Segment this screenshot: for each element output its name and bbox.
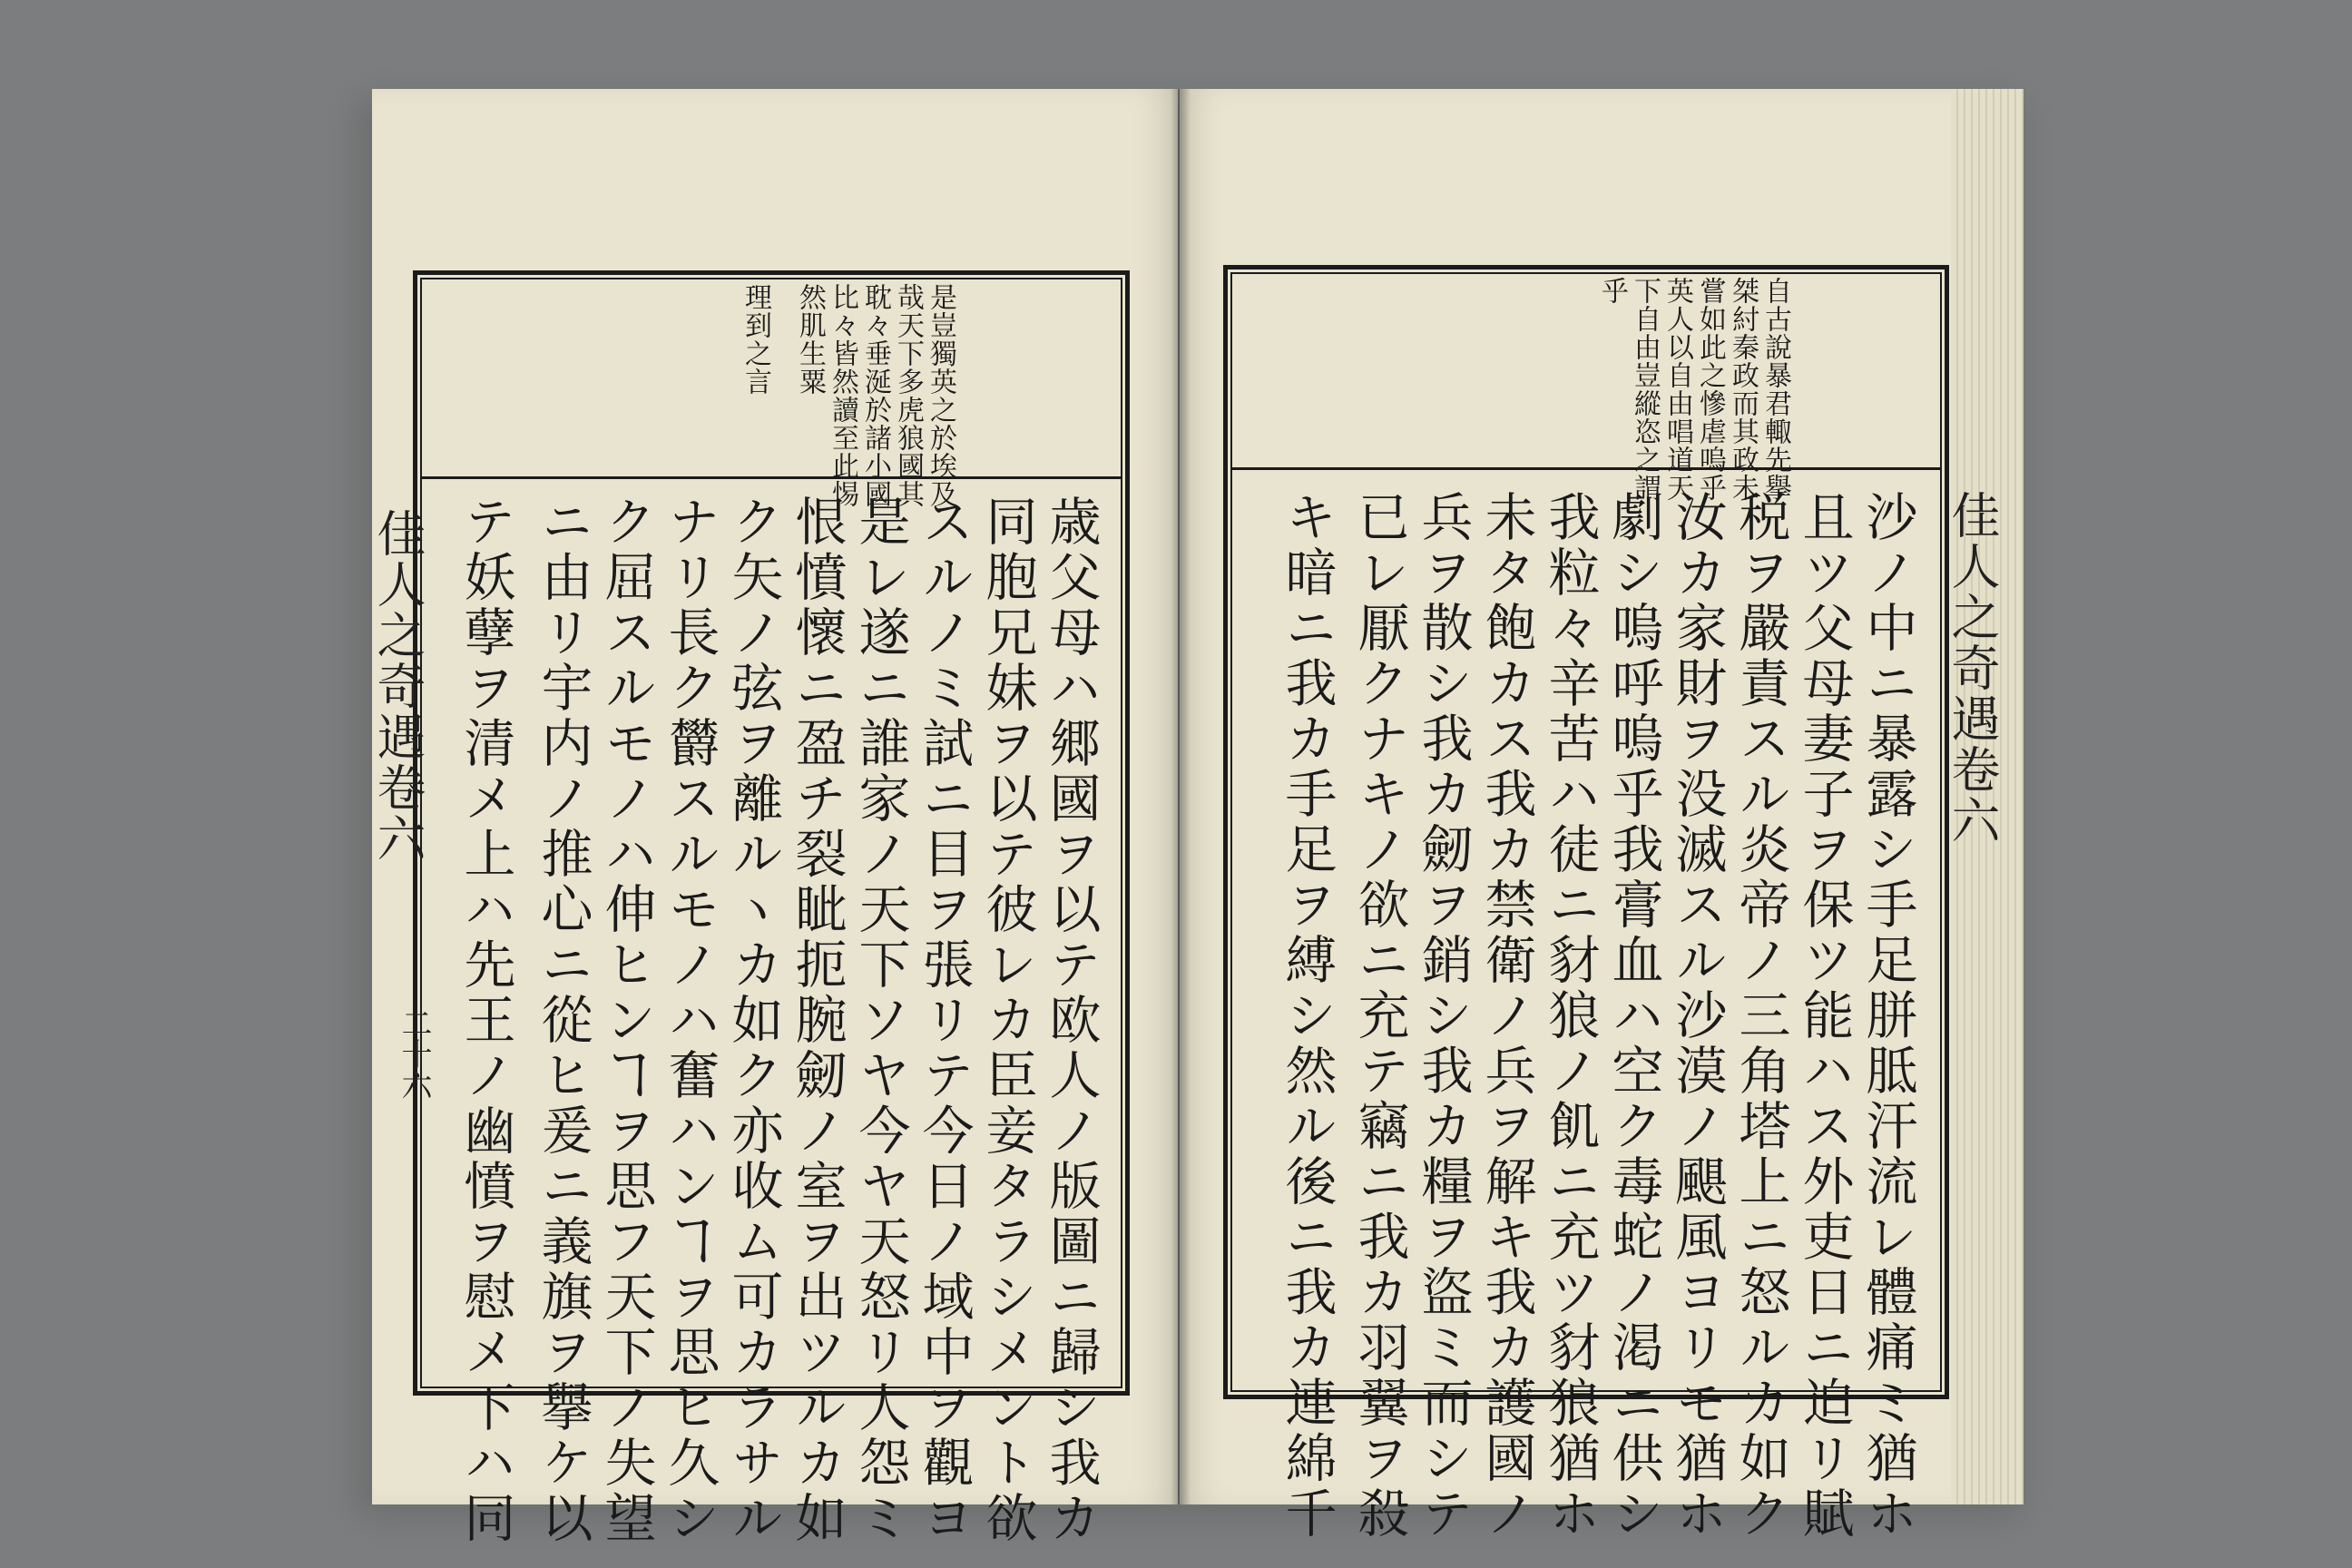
- left-note-col-3: 耽々垂涎於諸小國: [859, 283, 891, 508]
- left-text-col-8: ク屈スルモノハ伸ヒンヿヲ思フ天下ノ失望: [596, 495, 656, 1546]
- right-text-col-5: 劇シ嗚呼嗚乎我膏血ハ空ク毒蛇ノ渇ニ供シ: [1603, 490, 1663, 1542]
- left-text-col-6: ク矢ノ弦ヲ離ルヽカ如ク亦收ム可カラサル: [723, 495, 783, 1546]
- left-text-col-9: ニ由リ宇内ノ推心ニ從ヒ爰ニ義旗ヲ擧ケ以: [533, 495, 593, 1546]
- left-running-title: 佳人之奇遇卷六: [369, 508, 426, 864]
- left-text-col-3: スルノミ試ニ目ヲ張リテ今日ノ域中ヲ觀ヨ: [914, 495, 974, 1546]
- left-text-col-7: ナリ長ク欝スルモノハ奮ハンヿヲ思ヒ久シ: [660, 495, 720, 1546]
- left-note-col-6: 理到之言: [740, 283, 771, 396]
- right-note-col-6: 乎: [1596, 277, 1628, 305]
- left-note-col-5: 然肌生粟: [794, 283, 826, 396]
- left-text-col-2: 同胞兄妹ヲ以テ彼レカ臣妾タラシメント欲: [977, 495, 1037, 1546]
- right-note-divider: [1232, 467, 1940, 470]
- right-text-col-8: 兵ヲ散シ我カ劒ヲ銷シ我カ糧ヲ盜ミ而シテ: [1413, 490, 1473, 1542]
- left-note-col-4: 比々皆然讀至此惕: [827, 283, 858, 508]
- right-text-col-1: 沙ノ中ニ暴露シ手足胼胝汗流レ體痛ミ猶ホ: [1857, 490, 1917, 1542]
- right-text-col-4: 汝カ家財ヲ没滅スル沙漠ノ颶風ヨリモ猶ホ: [1667, 490, 1727, 1542]
- page-number: 二十六: [396, 1007, 432, 1100]
- right-note-col-4: 英人以自由唱道天: [1661, 277, 1693, 502]
- right-text-col-7: 未タ飽カス我カ禁衛ノ兵ヲ解キ我カ護國ノ: [1476, 490, 1536, 1542]
- right-note-col-1: 自古說暴君輙先擧: [1759, 277, 1791, 502]
- left-text-col-5: 恨憤懷ニ盈チ裂眦扼腕劒ノ室ヲ出ツルカ如: [787, 495, 847, 1546]
- left-note-divider: [422, 476, 1121, 479]
- right-note-col-3: 嘗如此之慘虐嗚乎: [1694, 277, 1726, 502]
- right-text-col-10: キ暗ニ我カ手足ヲ縛シ然ル後ニ我カ連綿千: [1277, 490, 1337, 1542]
- right-text-col-9: 已レ厭クナキノ欲ニ充テ竊ニ我カ羽翼ヲ殺: [1349, 490, 1409, 1542]
- left-text-col-1: 歳父母ハ郷國ヲ以テ欧人ノ版圖ニ歸シ我カ: [1041, 495, 1101, 1546]
- right-text-col-2: 且ツ父母妻子ヲ保ツ能ハス外吏日ニ迫リ賦: [1794, 490, 1854, 1542]
- right-text-col-6: 我粒々辛苦ハ徒ニ豺狼ノ飢ニ充ツ豺狼猶ホ: [1540, 490, 1600, 1542]
- left-text-col-10: テ妖孽ヲ清メ上ハ先王ノ幽憤ヲ慰メ下ハ同: [456, 495, 515, 1546]
- left-text-col-4: 是レ遂ニ誰家ノ天下ソヤ今ヤ天怒リ人怨ミ: [850, 495, 910, 1546]
- right-note-col-5: 下自由豈縱恣之謂: [1629, 277, 1661, 502]
- right-running-title: 佳人之奇遇卷六: [1944, 490, 2001, 846]
- right-note-col-2: 桀紂秦政而其政未: [1727, 277, 1759, 502]
- book-gutter: [1171, 89, 1191, 1504]
- right-text-col-3: 税ヲ嚴責スル炎帝ノ三角塔上ニ怒ルカ如ク: [1730, 490, 1790, 1542]
- left-note-col-2: 哉天下多虎狼國其: [892, 283, 924, 508]
- left-note-col-1: 是豈獨英之於埃及: [925, 283, 956, 508]
